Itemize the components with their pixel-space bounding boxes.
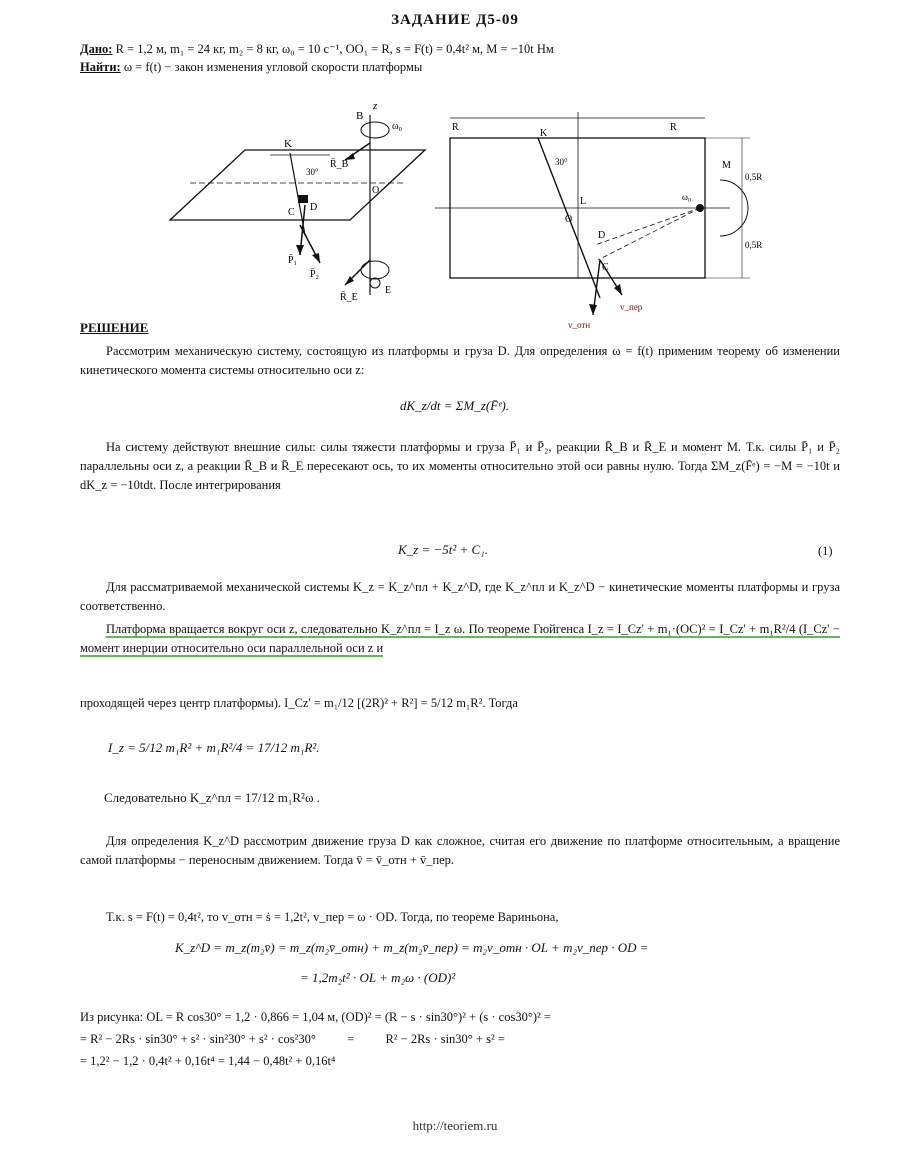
- fig-left-label-o: O: [372, 185, 380, 196]
- fig-right-label-m: M: [722, 160, 731, 171]
- find-line: [80, 58, 870, 76]
- formula-2: K_z = −5t² + C₁.: [398, 542, 488, 557]
- fig-left-label-omega: ω₀: [392, 121, 403, 132]
- paragraph-6: Т.к. s = F(t) = 0,4t², то v_отн = ṡ = 1,2t², v_пер = ω · OD. Тогда, по теореме Вариньона,: [106, 910, 559, 924]
- fig-right-label-k: K: [540, 128, 548, 139]
- paragraph-1: Рассмотрим механическую систему, состоящую из платформы и груза D. Для определения ω = f(t) применим теорему об изменении кинетического момента системы относительно оси z:: [80, 344, 840, 377]
- given-line: [80, 40, 870, 58]
- paragraph-2: На систему действуют внешние силы: силы тяжести платформы и груза P̄₁ и P̄₂, реакции R̄_B и R̄_E и момент M. Т.к. силы P̄₁ и P̄₂ параллельны оси z, а реакции R̄_B и R̄_E пересекают ось, то их моменты относительно этой оси равны нулю. Тогда ΣM_z(F̄ᵉ) = −M = −10t и dK_z = −10tdt. После интегрирования: [80, 440, 840, 492]
- formula-3: I_z = 5/12 m₁R² + m₁R²/4 = 17/12 m₁R².: [108, 740, 320, 755]
- paragraph-7: Из рисунка: OL = R cos30° = 1,2 · 0,866 = 1,04 м, (OD)² = (R − s · sin30°)² + (s · cos30°)² =: [80, 1010, 551, 1024]
- paragraph-3: Для рассматриваемой механической системы K_z = K_z^пл + K_z^D, где K_z^пл и K_z^D − кинетические моменты платформы и груза соответственно.: [80, 580, 840, 613]
- figure-platform-top-view: [430, 110, 775, 340]
- fig-right-label-30: 30°: [555, 157, 568, 167]
- fig-left-label-b: B: [356, 110, 364, 122]
- fig-right-label-d: D: [598, 230, 606, 241]
- fig-right-label-v-rel: v_отн: [568, 320, 591, 330]
- footer-url: http://teoriem.ru: [412, 1118, 498, 1133]
- given-block: [80, 40, 870, 76]
- fig-right-label-r2: R: [670, 122, 677, 133]
- highlighted-text: Платформа вращается вокруг оси z, следовательно K_z^пл = I_z ω. По теореме Гюйгенса I_z = I_Cz' + m₁·(OC)² = I_Cz' + m₁R²/4 (I_Cz' − момент инерции относительно оси параллельной оси z и: [80, 622, 840, 655]
- paragraph-4a: [80, 620, 840, 658]
- fig-left-label-re: R̄_E: [340, 292, 358, 303]
- fig-left-label-p1: P̄₁: [288, 255, 298, 266]
- fig-left-label-e: E: [385, 285, 392, 296]
- fig-right-label-o: O: [565, 214, 573, 225]
- find-text: ω = f(t) − закон изменения угловой скорости платформы: [123, 60, 423, 74]
- formula-1: dK_z/dt = ΣM_z(F̄ᵉ).: [400, 398, 510, 413]
- paragraph-9: = 1,2² − 1,2 · 0,4t² + 0,16t⁴ = 1,44 − 0,48t² + 0,16t⁴: [80, 1054, 336, 1068]
- task-title: ЗАДАНИЕ Д5-09: [391, 12, 519, 28]
- fig-right-label-half-r1: 0,5R: [745, 172, 763, 182]
- find-label: Найти:: [80, 60, 121, 74]
- formula-5: K_z^D = m_z(m₂v̄) = m_z(m₂v̄_отн) + m_z(m₂v̄_пер) = m₂v_отн · OL + m₂v_пер · OD =: [175, 940, 649, 955]
- given-text: R = 1,2 м, m₁ = 24 кг, m₂ = 8 кг, ω₀ = 10 с⁻¹, OO₁ = R, s = F(t) = 0,4t² м, M = −10t Нм: [115, 42, 554, 56]
- equation-number-1: (1): [818, 544, 833, 558]
- fig-left-label-k: K: [284, 138, 292, 150]
- fig-right-label-c: C: [602, 262, 609, 273]
- fig-right-label-v-tr: v_пер: [620, 302, 643, 312]
- paragraph-4b: проходящей через центр платформы). I_Cz' = m₁/12 [(2R)² + R²] = 5/12 m₁R². Тогда: [80, 696, 518, 710]
- figure-platform-isometric: [160, 95, 430, 310]
- fig-left-label-rb: R̄_B: [330, 159, 349, 170]
- fig-left-label-d: D: [310, 202, 318, 213]
- given-label: Дано:: [80, 42, 113, 56]
- fig-right-label-half-r2: 0,5R: [745, 240, 763, 250]
- fig-right-label-r1: R: [452, 122, 459, 133]
- formula-4: Следовательно K_z^пл = 17/12 m₁R²ω .: [104, 790, 321, 805]
- fig-left-label-z: z: [373, 100, 378, 112]
- fig-left-label-c: C: [288, 207, 295, 218]
- fig-right-label-l: L: [580, 196, 587, 207]
- fig-left-label-30: 30°: [306, 167, 319, 177]
- solution-heading: РЕШЕНИЕ: [80, 320, 149, 335]
- formula-6: = 1,2m₂t² · OL + m₂ω · (OD)²: [300, 970, 456, 985]
- paragraph-8: = R² − 2Rs · sin30° + s² · sin²30° + s² · cos²30° = R² − 2Rs · sin30° + s² =: [80, 1032, 505, 1046]
- fig-right-label-omega: ω₀: [682, 192, 692, 202]
- fig-left-label-p2: P̄₂: [310, 269, 320, 280]
- paragraph-5: Для определения K_z^D рассмотрим движение груза D как сложное, считая его движение по платформе относительным, а вращение самой платформы − переносным движением. Тогда v̄ = v̄_отн + v̄_пер.: [80, 834, 840, 867]
